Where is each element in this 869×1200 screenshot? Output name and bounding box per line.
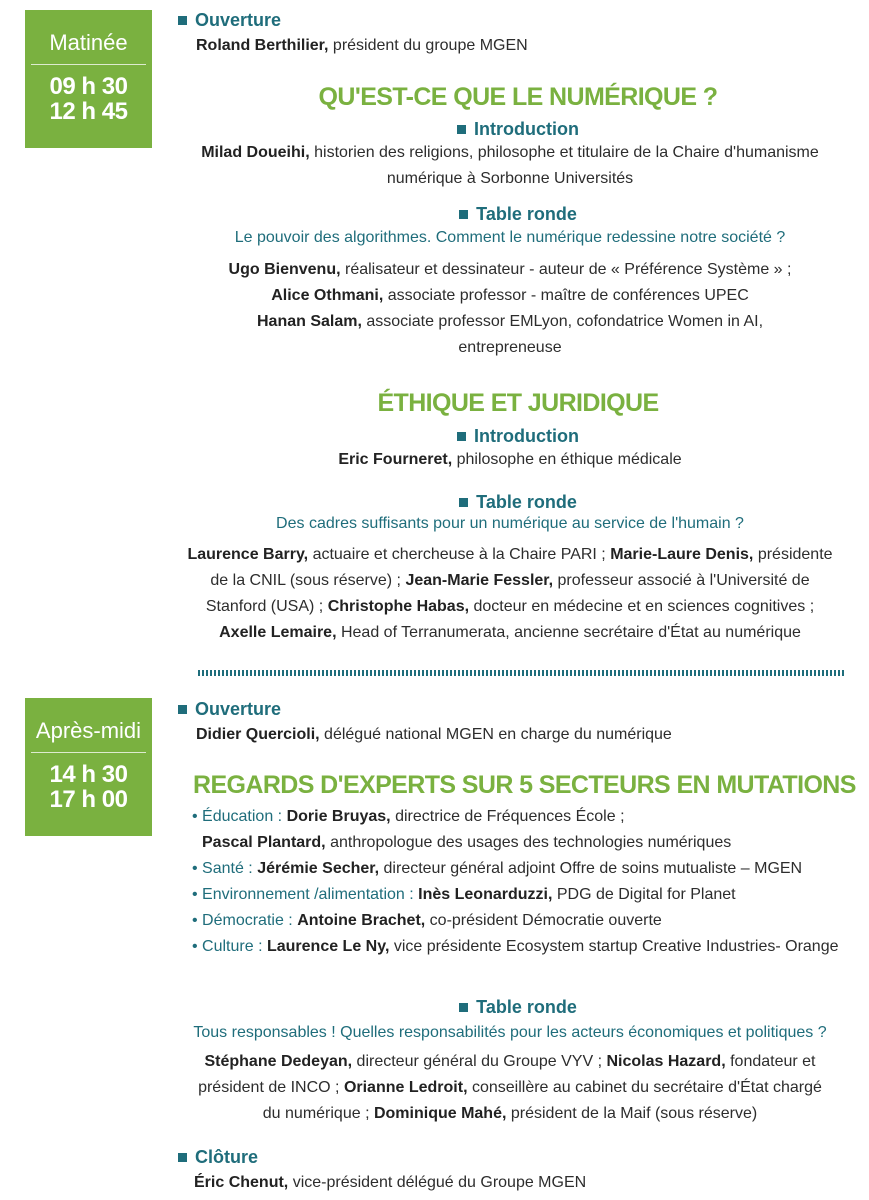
table-ronde-heading: Table ronde <box>198 997 838 1017</box>
list-item: Pascal Plantard, anthropologue des usages des technologies numériques <box>202 834 732 851</box>
section-title-regards: REGARDS D'EXPERTS SUR 5 SECTEURS EN MUTATIONS <box>193 771 856 799</box>
ouverture-heading: Ouverture <box>178 10 281 30</box>
tag-divider <box>31 64 146 65</box>
tag-divider <box>31 752 146 753</box>
section-title-numerique: QU'EST-CE QUE LE NUMÉRIQUE ? <box>318 83 718 111</box>
cloture-speaker: Éric Chenut, vice-président délégué du Groupe MGEN <box>194 1174 587 1191</box>
list-item: • Démocratie : Antoine Brachet, co-président Démocratie ouverte <box>192 912 662 929</box>
list-item: • Culture : Laurence Le Ny, vice présidente Ecosystem startup Creative Industries- Orange <box>192 938 839 955</box>
introduction-heading: Introduction <box>198 119 838 139</box>
table-ronde-panelists: Laurence Barry, actuaire et chercheuse à la Chaire PARI ; Marie-Laure Denis, présidente de la CNIL (sous réserve) ; Jean-Marie Fessler, professeur associé à l'Université de Stanford (USA) ; Christophe Habas, docteur en médecine et en sciences cognitives ; Axelle Lemaire, Head of Terranumerata, ancienne secrétaire d'État au numérique <box>187 546 833 641</box>
afternoon-time-end: 17 h 00 <box>49 786 128 813</box>
sector-list <box>192 804 838 960</box>
morning-time-tag <box>25 10 152 148</box>
list-item: • Éducation : Dorie Bruyas, directrice de Fréquences École ; <box>192 808 625 825</box>
table-ronde-panelists: Stéphane Dedeyan, directeur général du Groupe VYV ; Nicolas Hazard, fondateur et président de INCO ; Orianne Ledroit, conseillère au cabinet du secrétaire d'État chargé du numérique ; Dominique Mahé, président de la Maif (sous réserve) <box>198 1053 822 1122</box>
cloture-heading: Clôture <box>178 1147 258 1167</box>
introduction-speaker: Milad Doueihi, historien des religions, philosophe et titulaire de la Chaire d'humanisme numérique à Sorbonne Universités <box>201 144 819 187</box>
table-ronde-subtitle: Des cadres suffisants pour un numérique au service de l'humain ? <box>276 515 744 532</box>
introduction-speaker: Eric Fourneret, philosophe en éthique médicale <box>338 451 682 468</box>
table-ronde-heading: Table ronde <box>198 492 838 512</box>
square-bullet-icon <box>459 210 468 219</box>
ouverture-speaker: Roland Berthilier, président du groupe MGEN <box>196 37 528 54</box>
table-ronde-subtitle: Le pouvoir des algorithmes. Comment le numérique redessine notre société ? <box>234 229 786 246</box>
afternoon-time-start: 14 h 30 <box>49 761 128 788</box>
list-item: • Environnement /alimentation : Inès Leonarduzzi, PDG de Digital for Planet <box>192 886 736 903</box>
square-bullet-icon <box>457 125 466 134</box>
table-ronde-heading: Table ronde <box>198 204 838 224</box>
ouverture-heading: Ouverture <box>178 699 281 719</box>
table-ronde-subtitle: Tous responsables ! Quelles responsabilités pour les acteurs économiques et politiques ? <box>193 1024 827 1041</box>
ouverture-speaker: Didier Quercioli, délégué national MGEN en charge du numérique <box>196 726 672 743</box>
square-bullet-icon <box>457 432 466 441</box>
table-ronde-panelists: Ugo Bienvenu, réalisateur et dessinateur - auteur de « Préférence Système » ; Alice Othmani, associate professor - maître de conférences UPEC Hanan Salam, associate professor EMLyon, cofondatrice Women in AI, entrepreneuse <box>228 261 792 356</box>
dotted-separator <box>198 670 846 676</box>
square-bullet-icon <box>178 1153 187 1162</box>
morning-time-end: 12 h 45 <box>49 98 128 125</box>
square-bullet-icon <box>178 16 187 25</box>
square-bullet-icon <box>178 705 187 714</box>
section-title-ethique: ÉTHIQUE ET JURIDIQUE <box>377 389 659 417</box>
introduction-heading: Introduction <box>198 426 838 446</box>
morning-label: Matinée <box>49 30 128 55</box>
afternoon-time-tag <box>25 698 152 836</box>
square-bullet-icon <box>459 498 468 507</box>
list-item: • Santé : Jérémie Secher, directeur général adjoint Offre de soins mutualiste – MGEN <box>192 860 803 877</box>
afternoon-label: Après-midi <box>35 718 142 743</box>
morning-time-start: 09 h 30 <box>49 73 128 100</box>
square-bullet-icon <box>459 1003 468 1012</box>
